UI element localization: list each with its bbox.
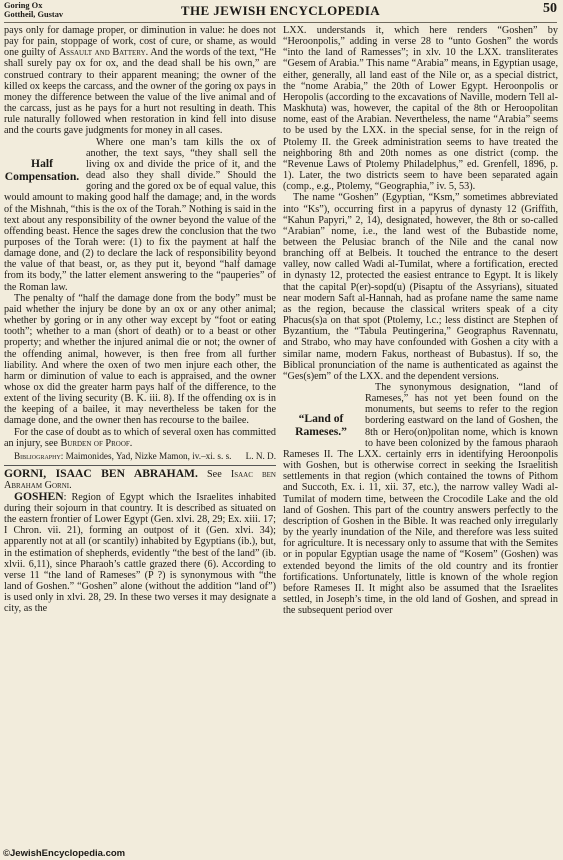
paragraph-half-compensation: Where one man’s tam kills the ox of another, the text says, “they shall sell the living ox and divide the price of it, and the dead also they shall divide.” Should the goring and the gored ox be of equal value, this would amount to making good half the damage; and, in the words of the Mishnah, “this is the ox of the Torah.” Nothing is said in the text about any responsibility of the owner beyond the value of the offending beast. Hence the sages drew the conclusion that the two purposes of the Torah were: (1) to fix the payment at half the damage done, and (2) to declare the lack of responsibility beyond the value of that beast, or, as they put it, beyond “half damage from its body,” the latter element answering to the “pauperies” of the Roman law.: [4, 136, 276, 293]
entry-title-gorni: GORNI, ISAAC BEN ABRAHAM.: [4, 466, 198, 480]
paragraph-rameses: The synonymous designation, “land of Rameses,” has not yet been found on the monuments, but seems to refer to the region bordering eastward on the land of Goshen, the 8th or Hero(on)politan nome, which is known to have been colonized by the famous pharaoh Rameses II. The LXX. certainly errs in identifying Heroonpolis with Goshen, but is otherwise correct in seeking the Israelitish settlements in that region (which contained the towns of Pithom and Succoth, Ex. i. 11, xii. 37, etc.), the narrow valley Wadi al-Tumilat of modern time, between the Crocodile Lake and the old land of Goshen. This part of the country answers perfectly to the description of Goshen in the Bible. It was reached only irregularly by the yearly inundation of the Nile, and therefore was less suited for agriculture. It is necessary only to assume that with the Semites or in popular Egyptian usage the name of “Kosem” (Goshen) was extended beyond the limits of the old country and its frontier fortifications. Unfortunately, little is known of the whole region before Rameses II. It might also be assumed that the Israelites settled, in Joseph’s time, in the old land of Goshen, and spread in the subsequent period over: [283, 382, 558, 617]
page-number: 50: [543, 1, 557, 16]
bibliography-label: Bibliography: [14, 450, 61, 461]
sidenote-half-compensation: Half Compensation.: [4, 156, 80, 183]
sidenote-land-of-rameses: “Land of Rameses.”: [295, 412, 347, 438]
article-divider: [4, 465, 276, 466]
entry-gorni: [4, 468, 276, 491]
cross-reference-text: See: [197, 468, 231, 480]
encyclopedia-title: THE JEWISH ENCYCLOPEDIA: [180, 3, 381, 18]
paragraph-goshen-name: The name “Goshen” (Egyptian, “Ksm,” sometimes abbreviated into “Ks”), occurring first in a papyrus of dynasty 12 (Griffith, “Kahun Papyri,” 2, 14), designated, however, the 8th or so-called “Arabian” nome, i.e., the land west of the Bubastide nome, between the Pelusiac branch of the Nile and the canal now branching off at Belbeis. It touched the entrance to the desert valley, now called Wadi al-Tumilat, where a fortification, erected in dynasty 12, protected the easiest entrance to Egypt. It is likely that the capital P(er)-sopd(u) (Pisaptu of the Assyrians), situated near modern Saft al-Hannah, had as profane name the same name as the region, because the classical writers speak of a city Phacus(s)a on that spot (Ptolemy, l.c.; less distinct are Stephen of Byzantium, the “Tabula Peutingerina,” Geographus Ravennatu, and Strabo, who may have confounded with Goshen a city with a similar name, modern Fakus, northeast of Bubastus). If so, the Biblical pronunciation of the name is authenticated as against the “Ges(s)em” of the LXX. and the dependent versions.: [283, 192, 558, 382]
paragraph-text: . And the words of the text, “He shall surely pay ox for ox, and the dead shall be his own,” are construed contrary to their apparent meaning; the owner of the killed ox keeps the carcass, and the owner of the goring ox pays in money the difference between the value of the live animal and of the carcass, just as he pays for a hurt not resulting in death. This rule naturally followed when restoration in kind fell into disuse and the courts gave judgments for money in all cases.: [4, 47, 276, 137]
site-credit: ©JewishEncyclopedia.com: [3, 848, 126, 859]
entry-goshen: [4, 491, 276, 615]
bibliography: [4, 451, 276, 462]
paragraph-text: For the case of doubt as to which of several oxen has committed an injury, see: [4, 426, 276, 449]
right-column: [283, 25, 558, 616]
gorni-cross-reference-link[interactable]: Isaac ben Abraham Gorni: [4, 468, 276, 491]
paragraph-text: : Region of Egypt which the Israelites inhabited during their sojourn in that country. It is described as situated on the eastern frontier of Lower Egypt (Gen. xlvi. 28, 29; Ex. xiii. 17; I Chron. vii. 21), forming an outpost of it (Gen. xlvi. 34); apparently not at all (or scantily) inhabited by Egyptians (ib.), but, in the estimation of shepherds, evidently “the best of the land” (ib. xlvii. 6,11), since Pharaoh’s cattle grazed there (6). According to verse 11 “the land of Rameses” (P ?) is synonymous with “the land of Goshen.” “Goshen” alone (without the addition “land of”) is used only in xlvi. 28, 29. In these two verses it may designate a city, as the: [4, 491, 276, 615]
paragraph-text: pays only for damage proper, or diminution in value: he does not pay for pain, stoppage of work, cost of cure, or shame, as would one guilty of: [4, 25, 276, 59]
paragraph-damage-rules: [4, 25, 276, 137]
author-signature: L. N. D.: [245, 450, 276, 461]
paragraph-penalty: The penalty of “half the damage done from the body” must be paid whether the injury be done by an ox or any other animal; whether by goring or in any other way except by “foot or eating tooth”; whether to a man (short of death) or to a beast or other property; and whether the injured animal die or not; the owner of the offending animal, however, is then free from all further liability. And where the oxen of two men injure each other, the harm or diminution of value to each is appraised, and the owner whose ox did the greater harm pays half of the difference, to the extent of the living security (B. K. iii. 8). If the offending ox is in the keeping of a bailee, it may nevertheless be taken for the damage done, and the owner then has recourse to the bailee.: [4, 292, 276, 427]
page-header: [4, 0, 557, 23]
guide-word-bottom: Gottheil, Gustav: [4, 10, 64, 19]
paragraph-lxx: LXX. understands it, which here renders “Goshen” by “Heroonpolis,” adding in verse 28 to “unto Goshen” the words “into the land of Ramesses”; in xlv. 10 the LXX. transliterates “Gesem of Arabia.” This name “Arabia” means, in Egyptian usage, either, generally, all land east of the Nile or, as a special district, the “nome Arabia,” the 20th of Lower Egypt. Heroonpolis or Heropolis (according to the excavations of Naville, modern Tell al-Maskhuta) was, however, the capital of the 8th or Heroopolitan nome, east of the Arabian. Nevertheless, the name “Arabia” seems to be used by the LXX. in the special sense, for in the reign of Ptolemy II. the Greek administration seems to have treated the neighboring 8th and 20th nomes as one district (comp. the “Revenue Laws of Ptolemy Philadelphus,” ed. Grenfell, 1896, p. 1). Later, the two districts seem to have been separated again (comp., e.g., Ptolemy, “Geographia,” iv. 5, 53).: [283, 25, 558, 193]
paragraph-doubt: [4, 427, 276, 449]
burden-of-proof-link[interactable]: Burden of Proof: [60, 437, 130, 449]
cross-reference-text: .: [69, 479, 72, 491]
bibliography-text: : Maimonides, Yad, Nizke Mamon, iv.–xi. s. s.: [60, 450, 232, 461]
entry-title-goshen: GOSHEN: [14, 489, 64, 503]
left-column: [4, 25, 276, 615]
guide-word-top: Goring Ox: [4, 1, 43, 10]
assault-battery-link[interactable]: Assault and Battery: [58, 47, 146, 59]
paragraph-text: .: [129, 437, 133, 449]
